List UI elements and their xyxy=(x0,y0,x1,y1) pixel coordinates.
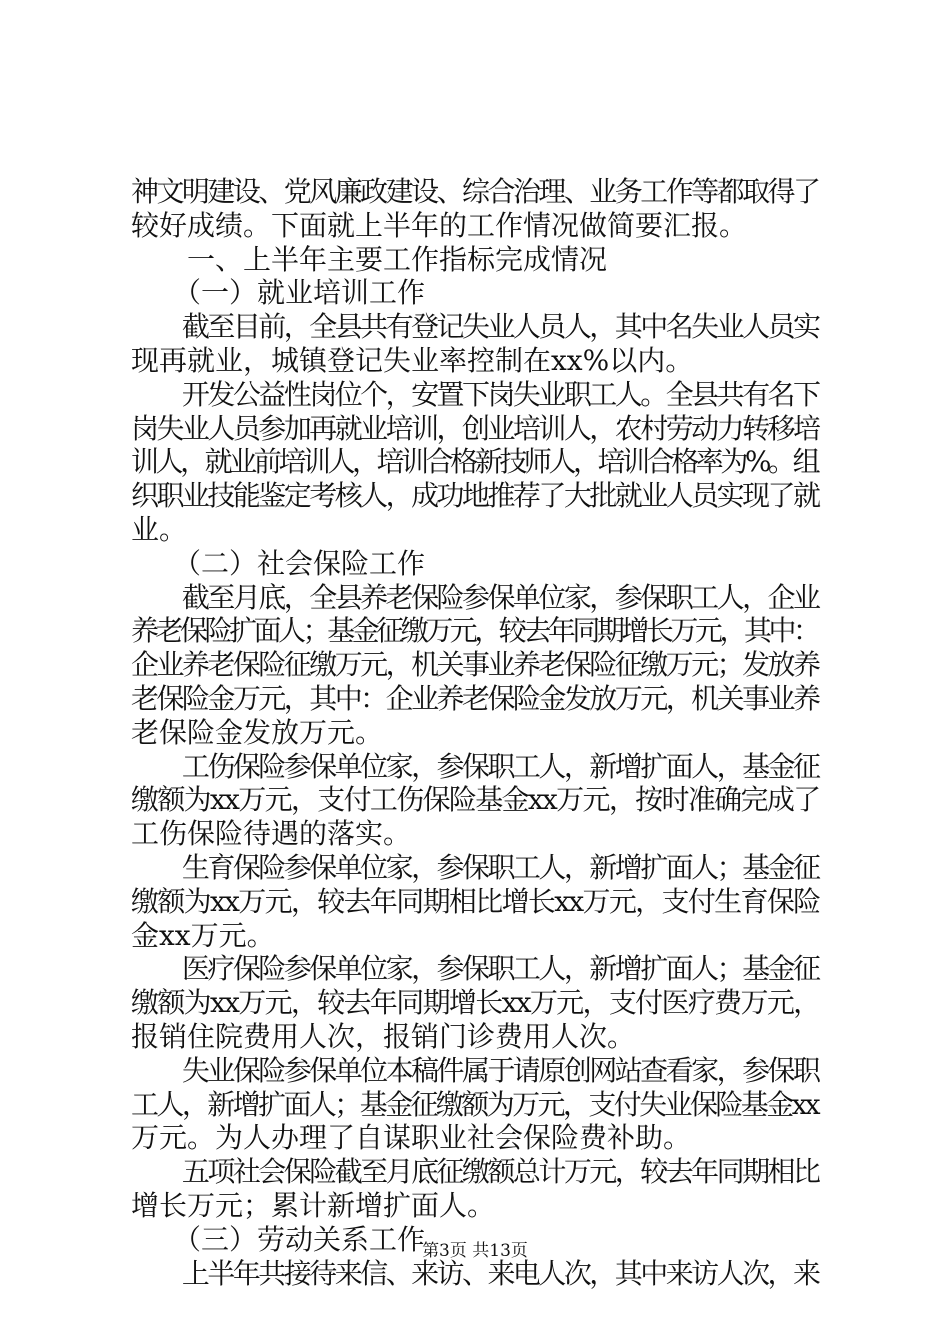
text-line: 工伤保险待遇的落实。 xyxy=(131,817,412,851)
text-line: 神文明建设、党风廉政建设、综合治理、业务工作等都取得了 xyxy=(131,175,819,208)
text-line: 现再就业，城镇登记失业率控制在xx%以内。 xyxy=(131,344,694,377)
text-line: 缴额为xx万元，较去年同期增长xx万元，支付医疗费万元， xyxy=(131,986,820,1020)
text-line: 开发公益性岗位个，安置下岗失业职工人。全县共有名下 xyxy=(131,377,819,411)
text-line: 一、上半年主要工作指标完成情况 xyxy=(131,242,608,276)
text-line: 较好成绩。下面就上半年的工作情况做简要汇报。 xyxy=(131,208,748,242)
page-footer: 第3页 共13页 xyxy=(422,1241,528,1261)
text-line: 失业保险参保单位本稿件属于请原创网站查看家，参保职 xyxy=(131,1053,819,1087)
text-line: 岗失业人员参加再就业培训，创业培训人，农村劳动力转移培 xyxy=(131,411,819,445)
text-line: 增长万元；累计新增扩面人。 xyxy=(131,1189,496,1222)
text-line: 织职业技能鉴定考核人，成功地推荐了大批就业人员实现了就 xyxy=(131,479,819,513)
text-line: 截至月底，全县养老保险参保单位家，参保职工人，企业 xyxy=(131,580,819,614)
text-line: 五项社会保险截至月底征缴额总计万元，较去年同期相比 xyxy=(131,1155,819,1189)
text-line: 企业养老保险征缴万元，机关事业养老保险征缴万元；发放养 xyxy=(131,648,819,682)
text-line: 医疗保险参保单位家，参保职工人，新增扩面人；基金征 xyxy=(131,952,819,986)
text-line: 缴额为xx万元，支付工伤保险基金xx万元，按时准确完成了 xyxy=(131,783,820,817)
text-line: 截至目前，全县共有登记失业人员人，其中名失业人员实 xyxy=(131,310,819,344)
text-line: 养老保险扩面人；基金征缴万元，较去年同期增长万元，其中： xyxy=(131,614,818,648)
text-line: 工人，新增扩面人；基金征缴额为万元，支付失业保险基金xx xyxy=(131,1087,818,1121)
text-line: 金xx万元。 xyxy=(131,918,275,952)
text-line: 业。 xyxy=(131,513,188,546)
text-line: 工伤保险参保单位家，参保职工人，新增扩面人，基金征 xyxy=(131,749,819,783)
text-line: （二）社会保险工作 xyxy=(131,546,426,580)
text-line: 老保险金万元，其中：企业养老保险金发放万元，机关事业养 xyxy=(131,682,819,715)
text-line: 报销住院费用人次，报销门诊费用人次。 xyxy=(131,1020,636,1053)
text-line: 万元。为人办理了自谋职业社会保险费补助。 xyxy=(131,1121,692,1155)
text-line: （三）劳动关系工作 xyxy=(131,1222,426,1256)
text-line: 上半年共接待来信、来访、来电人次，其中来访人次，来 xyxy=(131,1256,819,1290)
text-line: （一）就业培训工作 xyxy=(131,276,426,310)
text-line: 缴额为xx万元，较去年同期相比增长xx万元，支付生育保险 xyxy=(131,884,820,918)
text-line: 训人，就业前培训人，培训合格新技师人，培训合格率为%。组 xyxy=(131,445,818,479)
text-line: 生育保险参保单位家，参保职工人，新增扩面人；基金征 xyxy=(131,851,819,884)
text-line: 老保险金发放万元。 xyxy=(131,715,384,749)
